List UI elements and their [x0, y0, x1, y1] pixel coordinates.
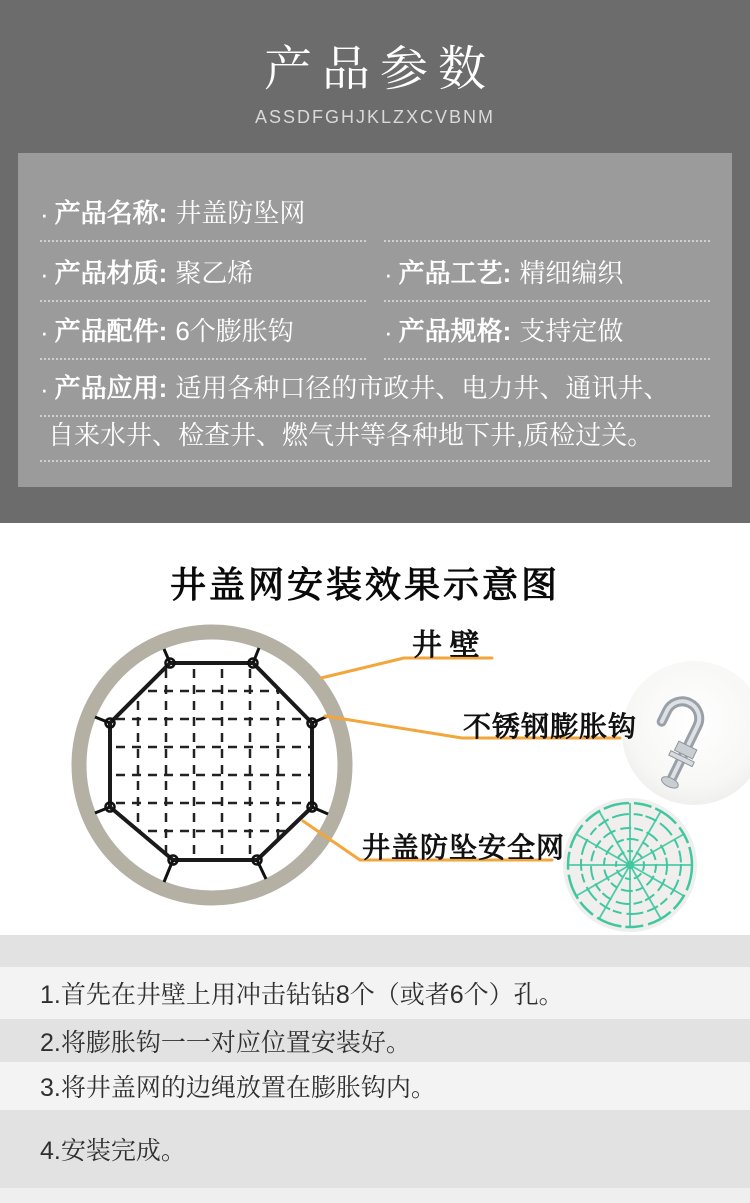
spec-label: 产品应用: [54, 373, 168, 403]
spec-cell-accessory: · 产品配件: 6个膨胀钩 [40, 302, 366, 360]
spec-row-material [40, 242, 710, 302]
diagram-section [0, 523, 750, 935]
spec-row-application-2 [40, 417, 710, 462]
spec-value: 井盖防坠网 [175, 198, 306, 228]
spec-label: 产品名称: [54, 198, 168, 228]
step-item-4: 4.安装完成。 [0, 1110, 750, 1188]
label-well-wall: 井 壁 [412, 629, 480, 662]
spec-cell-product-name [40, 153, 366, 242]
net-mesh-grid [100, 653, 322, 870]
spec-label: 产品配件: [54, 316, 168, 346]
installation-steps [0, 935, 750, 1203]
step-item-1: 1.首先在井壁上用冲击钻钻8个（或者6个）孔。 [0, 967, 750, 1019]
spec-cell-size: · 产品规格: 支持定做 [384, 302, 710, 360]
spec-label: 产品规格: [398, 316, 512, 346]
bullet: · [40, 199, 49, 229]
spec-row-name [40, 153, 710, 242]
corner-hooks [95, 648, 328, 882]
spec-row-application [40, 360, 710, 417]
page-subtitle: ASSDFGHJKLZXCVBNM [254, 107, 496, 127]
spec-cell-application-line1: · 产品应用: 适用各种口径的市政井、电力井、通讯井、 [40, 360, 710, 417]
spec-cell-craft: · 产品工艺: 精细编织 [384, 242, 710, 302]
label-expansion-hook: 不锈钢膨胀钩 [463, 712, 638, 743]
spec-value: 聚乙烯 [175, 258, 254, 288]
expansion-hook-photo [622, 661, 750, 805]
step-item-2: 2.将膨胀钩一一对应位置安装好。 [0, 1019, 750, 1062]
spec-cell-application-line2 [40, 417, 710, 462]
spec-row-accessory [40, 302, 710, 360]
header-section [0, 0, 750, 523]
spec-value: 自来水井、检查井、燃气井等各种地下井,质检过关。 [48, 420, 654, 450]
page-title: 产品参数 [263, 43, 496, 96]
spec-value: 支持定做 [519, 316, 624, 346]
safety-net-photo [563, 798, 697, 932]
spec-label: 产品工艺: [398, 258, 512, 288]
spec-value: 6个膨胀钩 [175, 316, 294, 346]
spec-panel [18, 153, 732, 487]
spec-cell-empty [384, 153, 710, 242]
steps-separator-band [0, 935, 750, 967]
steps-end-band [0, 1188, 750, 1203]
label-safety-net: 井盖防坠安全网 [362, 833, 566, 864]
spec-value: 精细编织 [519, 258, 624, 288]
spec-cell-material: · 产品材质: 聚乙烯 [40, 242, 366, 302]
spec-label: 产品材质: [54, 258, 168, 288]
step-item-3: 3.将井盖网的边绳放置在膨胀钩内。 [0, 1062, 750, 1110]
spec-value: 适用各种口径的市政井、电力井、通讯井、 [175, 373, 670, 403]
diagram-title: 井盖网安装效果示意图 [169, 565, 560, 605]
